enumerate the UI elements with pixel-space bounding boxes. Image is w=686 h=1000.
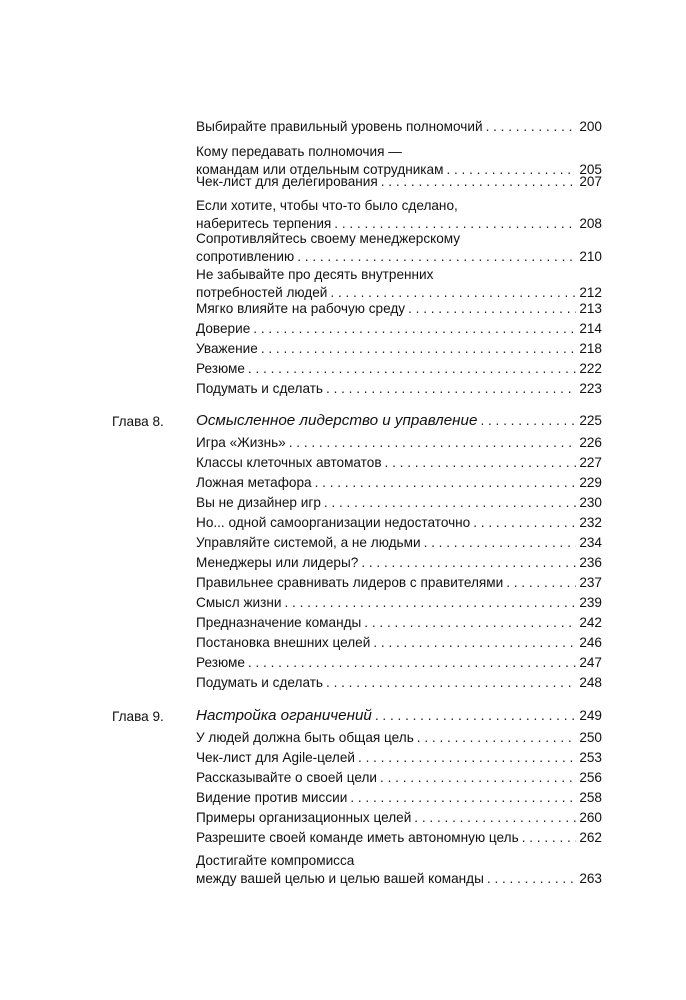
dot-leader [364,614,576,632]
page-number: 226 [579,435,602,450]
entry-title: Управляйте системой, а не людьми [196,535,421,550]
toc-entry[interactable] [196,230,602,266]
toc-entry[interactable] [196,769,602,787]
chapter-title: Настройка ограничений [196,707,372,724]
entry-title: сопротивлению [196,249,295,264]
dot-leader [248,654,576,672]
entry-title-line: Не забывайте про десять внутренних [196,267,434,282]
dot-leader [358,749,576,767]
page-number: 236 [579,555,602,570]
toc-entry[interactable] [196,614,602,632]
dot-leader [380,769,576,787]
page-number: 225 [579,413,602,428]
dot-leader [375,707,576,725]
dot-leader [506,574,576,592]
toc-entry[interactable] [196,674,602,692]
dot-leader [486,118,577,136]
entry-title: Выбирайте правильный уровень полномочий [196,119,483,134]
entry-title: Чек-лист для делегирования [196,174,378,189]
toc-entry[interactable] [196,534,602,552]
page-number: 237 [579,575,602,590]
page-number: 232 [579,515,602,530]
dot-leader [373,634,576,652]
toc-entry[interactable] [196,340,602,358]
entry-title: потребностей людей [196,285,328,300]
chapter-label: Глава 8. [112,414,164,429]
toc-chapter-entry[interactable] [196,707,602,725]
entry-title: Правильнее сравнивать лидеров с правителями [196,575,504,590]
page-number: 248 [579,675,602,690]
dot-leader [417,729,577,747]
page-number: 207 [579,174,602,189]
toc-entry[interactable] [196,554,602,572]
page-number: 242 [579,615,602,630]
dot-leader [326,674,576,692]
toc-entry[interactable] [196,729,602,747]
dot-leader [315,474,577,492]
entry-title-line: Достигайте компромисса [196,853,355,868]
toc-entry[interactable] [196,594,602,612]
entry-title: наберитесь терпения [196,216,332,231]
page-number: 229 [579,475,602,490]
page-number: 200 [579,119,602,134]
dot-leader [361,554,576,572]
chapter-title: Осмысленное лидерство и управление [196,412,478,429]
chapter-label: Глава 9. [112,709,164,724]
toc-entry[interactable] [196,494,602,512]
entry-title: Но... одной самоорганизации недостаточно [196,515,471,530]
dot-leader [522,829,577,847]
toc-entry[interactable] [196,266,602,302]
dot-leader [289,434,577,452]
dot-leader [326,380,576,398]
page-number: 249 [579,708,602,723]
toc-chapter-entry[interactable] [196,412,602,430]
toc-entry[interactable] [196,634,602,652]
page-number: 256 [579,770,602,785]
dot-leader [324,494,576,512]
page-number: 260 [579,810,602,825]
entry-title: командам или отдельным сотрудникам [196,162,444,177]
entry-title: Предназначение команды [196,615,362,630]
page-number: 222 [579,361,602,376]
page-number: 213 [579,301,602,316]
page-number: 247 [579,655,602,670]
page-number: 263 [579,871,602,886]
entry-title: Вы не дизайнер игр [196,495,321,510]
toc-entry[interactable] [196,474,602,492]
page-number: 262 [579,830,602,845]
entry-title: Подумать и сделать [196,381,324,396]
dot-leader [253,320,576,338]
entry-title: Классы клеточных автоматов [196,455,382,470]
entry-title: У людей должна быть общая цель [196,730,414,745]
toc-entry[interactable] [196,514,602,532]
toc-entry[interactable] [196,749,602,767]
entry-title: Доверие [196,321,251,336]
entry-title-line: Сопротивляйтесь своему менеджерскому [196,231,461,246]
page-number: 212 [579,285,602,300]
page-number: 230 [579,495,602,510]
entry-title: Мягко влияйте на рабочую среду [196,301,406,316]
dot-leader [350,789,576,807]
toc-entry[interactable] [196,380,602,398]
toc-entry[interactable] [196,173,602,191]
entry-title: Рассказывайте о своей цели [196,770,378,785]
page-number: 208 [579,216,602,231]
dot-leader [487,870,576,888]
toc-entry[interactable] [196,852,602,888]
entry-title-line: Кому передавать полномочия — [196,144,402,159]
dot-leader [248,360,576,378]
entry-title: Разрешите своей команде иметь автономную цель [196,830,519,845]
toc-entry[interactable] [196,118,602,136]
toc-entry[interactable] [196,360,602,378]
page-number: 210 [579,249,602,264]
page-number: 218 [579,341,602,356]
entry-title: Игра «Жизнь» [196,435,286,450]
dot-leader [424,534,577,552]
entry-title: Подумать и сделать [196,675,324,690]
entry-title: Уважение [196,341,258,356]
toc-entry[interactable] [196,829,602,847]
entry-title: Менеджеры или лидеры? [196,555,359,570]
entry-title: Резюме [196,361,245,376]
toc-entry[interactable] [196,300,602,318]
page-number: 250 [579,730,602,745]
toc-entry[interactable] [196,454,602,472]
dot-leader [414,809,576,827]
page-number: 227 [579,455,602,470]
entry-title: Постановка внешних целей [196,635,371,650]
entry-title: Чек-лист для Agile-целей [196,750,356,765]
dot-leader [385,454,577,472]
entry-title: Примеры организационных целей [196,810,412,825]
dot-leader [473,514,576,532]
dot-leader [261,340,576,358]
entry-title: между вашей целью и целью вашей команды [196,871,484,886]
entry-title: Видение против миссии [196,790,348,805]
entry-title: Резюме [196,655,245,670]
toc-entry[interactable] [196,197,602,233]
dot-leader [297,248,576,266]
page-number: 253 [579,750,602,765]
entry-title: Ложная метафора [196,475,312,490]
dot-leader [284,594,576,612]
toc-entry[interactable] [196,434,602,452]
page-number: 205 [579,162,602,177]
dot-leader [408,300,576,318]
dot-leader [480,412,576,430]
page-number: 234 [579,535,602,550]
page-number: 246 [579,635,602,650]
toc-entry[interactable] [196,809,602,827]
dot-leader [381,173,577,191]
entry-title: Смысл жизни [196,595,282,610]
page-number: 223 [579,381,602,396]
page-number: 258 [579,790,602,805]
toc-entry[interactable] [196,654,602,672]
toc-entry[interactable] [196,320,602,338]
page-number: 239 [579,595,602,610]
entry-title-line: Если хотите, чтобы что-то было сделано, [196,198,458,213]
toc-entry[interactable] [196,574,602,592]
toc-entry[interactable] [196,789,602,807]
page-number: 214 [579,321,602,336]
